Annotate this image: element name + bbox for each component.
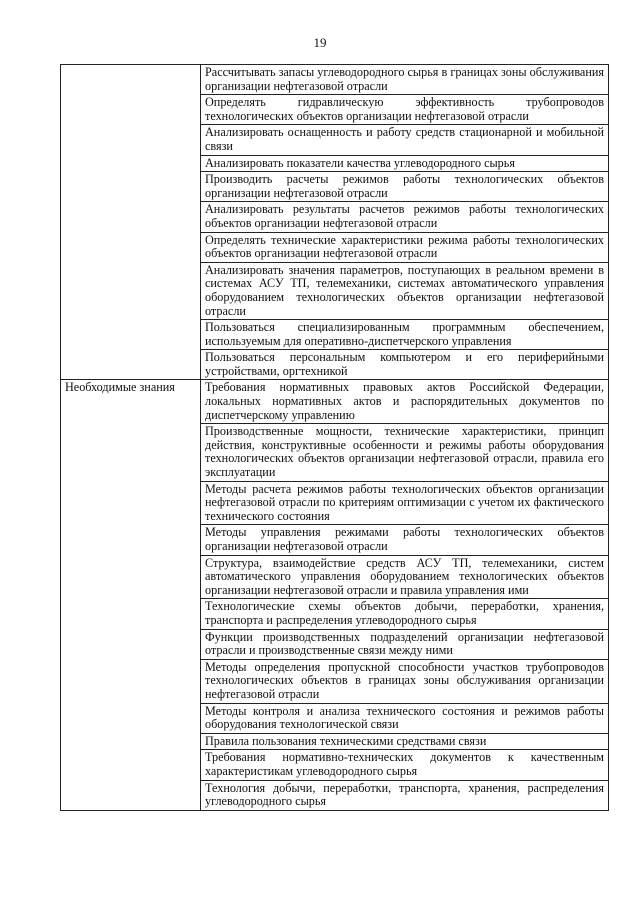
requirement-item: Анализировать результаты расчетов режимов работы технологических объектов организации нефтегазовой отрасли <box>201 202 609 232</box>
requirement-item: Рассчитывать запасы углеводородного сырья в границах зоны обслуживания организации нефтегазовой отрасли <box>201 65 609 95</box>
requirement-item: Технологические схемы объектов добычи, переработки, хранения, транспорта и распределения углеводородного сырья <box>201 599 609 629</box>
requirement-item: Функции производственных подразделений организации нефтегазовой отрасли и производственные связи между ними <box>201 629 609 659</box>
requirements-table <box>60 64 609 811</box>
requirement-item: Технология добычи, переработки, транспорта, хранения, распределения углеводородного сырья <box>201 780 609 810</box>
requirement-item: Производственные мощности, технические характеристики, принцип действия, конструктивные особенности и режимы работы оборудования технологических объектов организации нефтегазовой отрасли, правила его эксплуатации <box>201 424 609 481</box>
requirement-item: Пользоваться специализированным программным обеспечением, используемым для оперативно-диспетчерского управления <box>201 320 609 350</box>
requirement-item: Производить расчеты режимов работы технологических объектов организации нефтегазовой отрасли <box>201 172 609 202</box>
section-label-empty <box>61 65 201 380</box>
requirement-item: Требования нормативных правовых актов Российской Федерации, локальных нормативных актов и распорядительных документов по диспетчерскому управлению <box>201 380 609 424</box>
requirements-table-body <box>61 65 609 811</box>
requirement-item: Методы управления режимами работы технологических объектов организации нефтегазовой отрасли <box>201 525 609 555</box>
requirement-item: Методы расчета режимов работы технологических объектов организации нефтегазовой отрасли по критериям оптимизации с учетом их фактического технического состояния <box>201 481 609 525</box>
requirement-item: Правила пользования техническими средствами связи <box>201 733 609 750</box>
requirement-item: Анализировать значения параметров, поступающих в реальном времени в системах АСУ ТП, телемеханики, системах автоматического управления оборудованием технологических объектов организации нефтегазовой отрасли <box>201 262 609 319</box>
requirement-item: Методы определения пропускной способности участков трубопроводов технологических объектов в границах зоны обслуживания организации нефтегазовой отрасли <box>201 659 609 703</box>
section-label: Необходимые знания <box>61 380 201 810</box>
requirement-item: Анализировать показатели качества углеводородного сырья <box>201 155 609 172</box>
requirement-item: Определять технические характеристики режима работы технологических объектов организации нефтегазовой отрасли <box>201 232 609 262</box>
requirement-item: Анализировать оснащенность и работу средств стационарной и мобильной связи <box>201 125 609 155</box>
requirement-item: Пользоваться персональным компьютером и его периферийными устройствами, оргтехникой <box>201 350 609 380</box>
page-number: 19 <box>313 35 327 50</box>
table-row <box>61 65 609 95</box>
table-row <box>61 380 609 424</box>
requirement-item: Определять гидравлическую эффективность трубопроводов технологических объектов организации нефтегазовой отрасли <box>201 95 609 125</box>
requirement-item: Требования нормативно-технических документов к качественным характеристикам углеводородного сырья <box>201 750 609 780</box>
requirement-item: Методы контроля и анализа технического состояния и режимов работы оборудования технологической связи <box>201 703 609 733</box>
requirement-item: Структура, взаимодействие средств АСУ ТП, телемеханики, систем автоматического управления оборудованием технологических объектов организации нефтегазовой отрасли и правила управления ими <box>201 555 609 599</box>
